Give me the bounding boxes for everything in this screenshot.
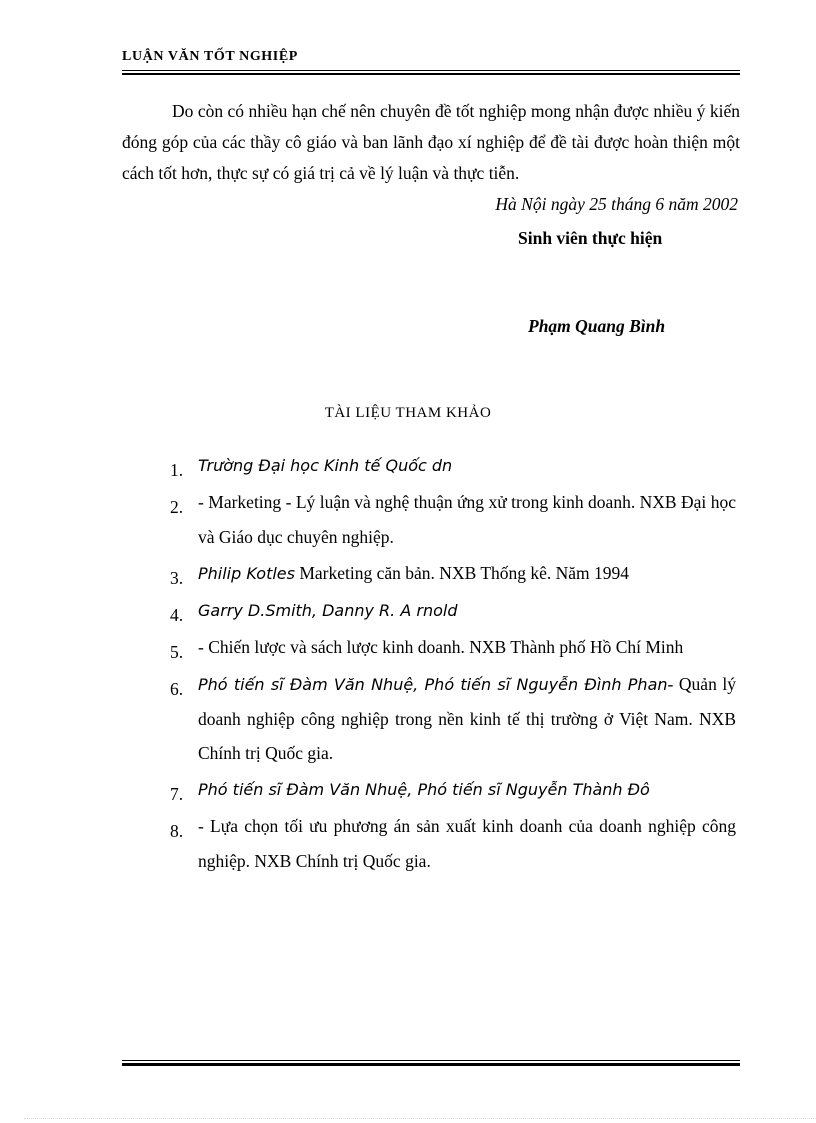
reference-item bbox=[170, 485, 736, 554]
reference-author: Phó tiến sĩ Đàm Văn Nhuệ, Phó tiến sĩ Nguyễn Thành Đô bbox=[198, 780, 650, 799]
reference-item bbox=[170, 593, 736, 628]
closing-paragraph: Do còn có nhiều hạn chế nên chuyên đề tốt nghiệp mong nhận được nhiều ý kiến đóng góp của các thầy cô giáo và ban lãnh đạo xí nghiệp để đề tài được hoàn thiện một cách tốt hơn, thực sự có giá trị cả về lý luận và thực tiễn. bbox=[122, 101, 740, 183]
footer-rule bbox=[122, 1060, 740, 1061]
reference-item bbox=[170, 809, 736, 878]
reference-text: - Lựa chọn tối ưu phương án sản xuất kinh doanh của doanh nghiệp công nghiệp. NXB Chính trị Quốc gia. bbox=[198, 816, 736, 871]
header-rule-thick bbox=[122, 73, 740, 75]
reference-item bbox=[170, 556, 736, 591]
reference-list bbox=[170, 448, 736, 880]
reference-text: - Quản lý doanh nghiệp công nghiệp trong nền kinh tế thị trường ở Việt Nam. NXB Chính trị Quốc gia. bbox=[198, 674, 736, 763]
reference-text: Marketing căn bản. NXB Thống kê. Năm 1994 bbox=[294, 563, 630, 583]
reference-number: 4. bbox=[170, 605, 184, 625]
page-edge-divider bbox=[24, 1118, 816, 1119]
reference-author: Trường Đại học Kinh tế Quốc dn bbox=[198, 456, 453, 475]
reference-number: 1. bbox=[170, 460, 184, 480]
reference-text: - Chiến lược và sách lược kinh doanh. NXB Thành phố Hồ Chí Minh bbox=[198, 637, 684, 657]
references-heading: TÀI LIỆU THAM KHẢO bbox=[324, 405, 492, 421]
signer-name: Phạm Quang Bình bbox=[528, 316, 666, 336]
header-rule bbox=[122, 70, 740, 71]
reference-number: 6. bbox=[170, 679, 184, 699]
reference-text: - Marketing - Lý luận và nghệ thuận ứng xử trong kinh doanh. NXB Đại học và Giáo dục chuyên nghiệp. bbox=[198, 492, 736, 547]
reference-number: 2. bbox=[170, 497, 184, 517]
reference-author: Garry D.Smith, Danny R. A rnold bbox=[198, 601, 458, 620]
signer-role: Sinh viên thực hiện bbox=[518, 228, 663, 248]
reference-item bbox=[170, 667, 736, 770]
reference-number: 7. bbox=[170, 784, 184, 804]
reference-author: Phó tiến sĩ Đàm Văn Nhuệ, Phó tiến sĩ Nguyễn Đình Phan bbox=[198, 675, 668, 694]
reference-item bbox=[170, 772, 736, 807]
reference-item bbox=[170, 630, 736, 665]
header-title: LUẬN VĂN TỐT NGHIỆP bbox=[122, 49, 298, 64]
footer-rule-thick bbox=[122, 1063, 740, 1066]
reference-item bbox=[170, 448, 736, 483]
reference-author: Philip Kotles bbox=[198, 564, 295, 583]
reference-number: 3. bbox=[170, 568, 184, 588]
place-date: Hà Nội ngày 25 tháng 6 năm 2002 bbox=[495, 194, 738, 214]
reference-number: 8. bbox=[170, 821, 184, 841]
reference-number: 5. bbox=[170, 642, 184, 662]
